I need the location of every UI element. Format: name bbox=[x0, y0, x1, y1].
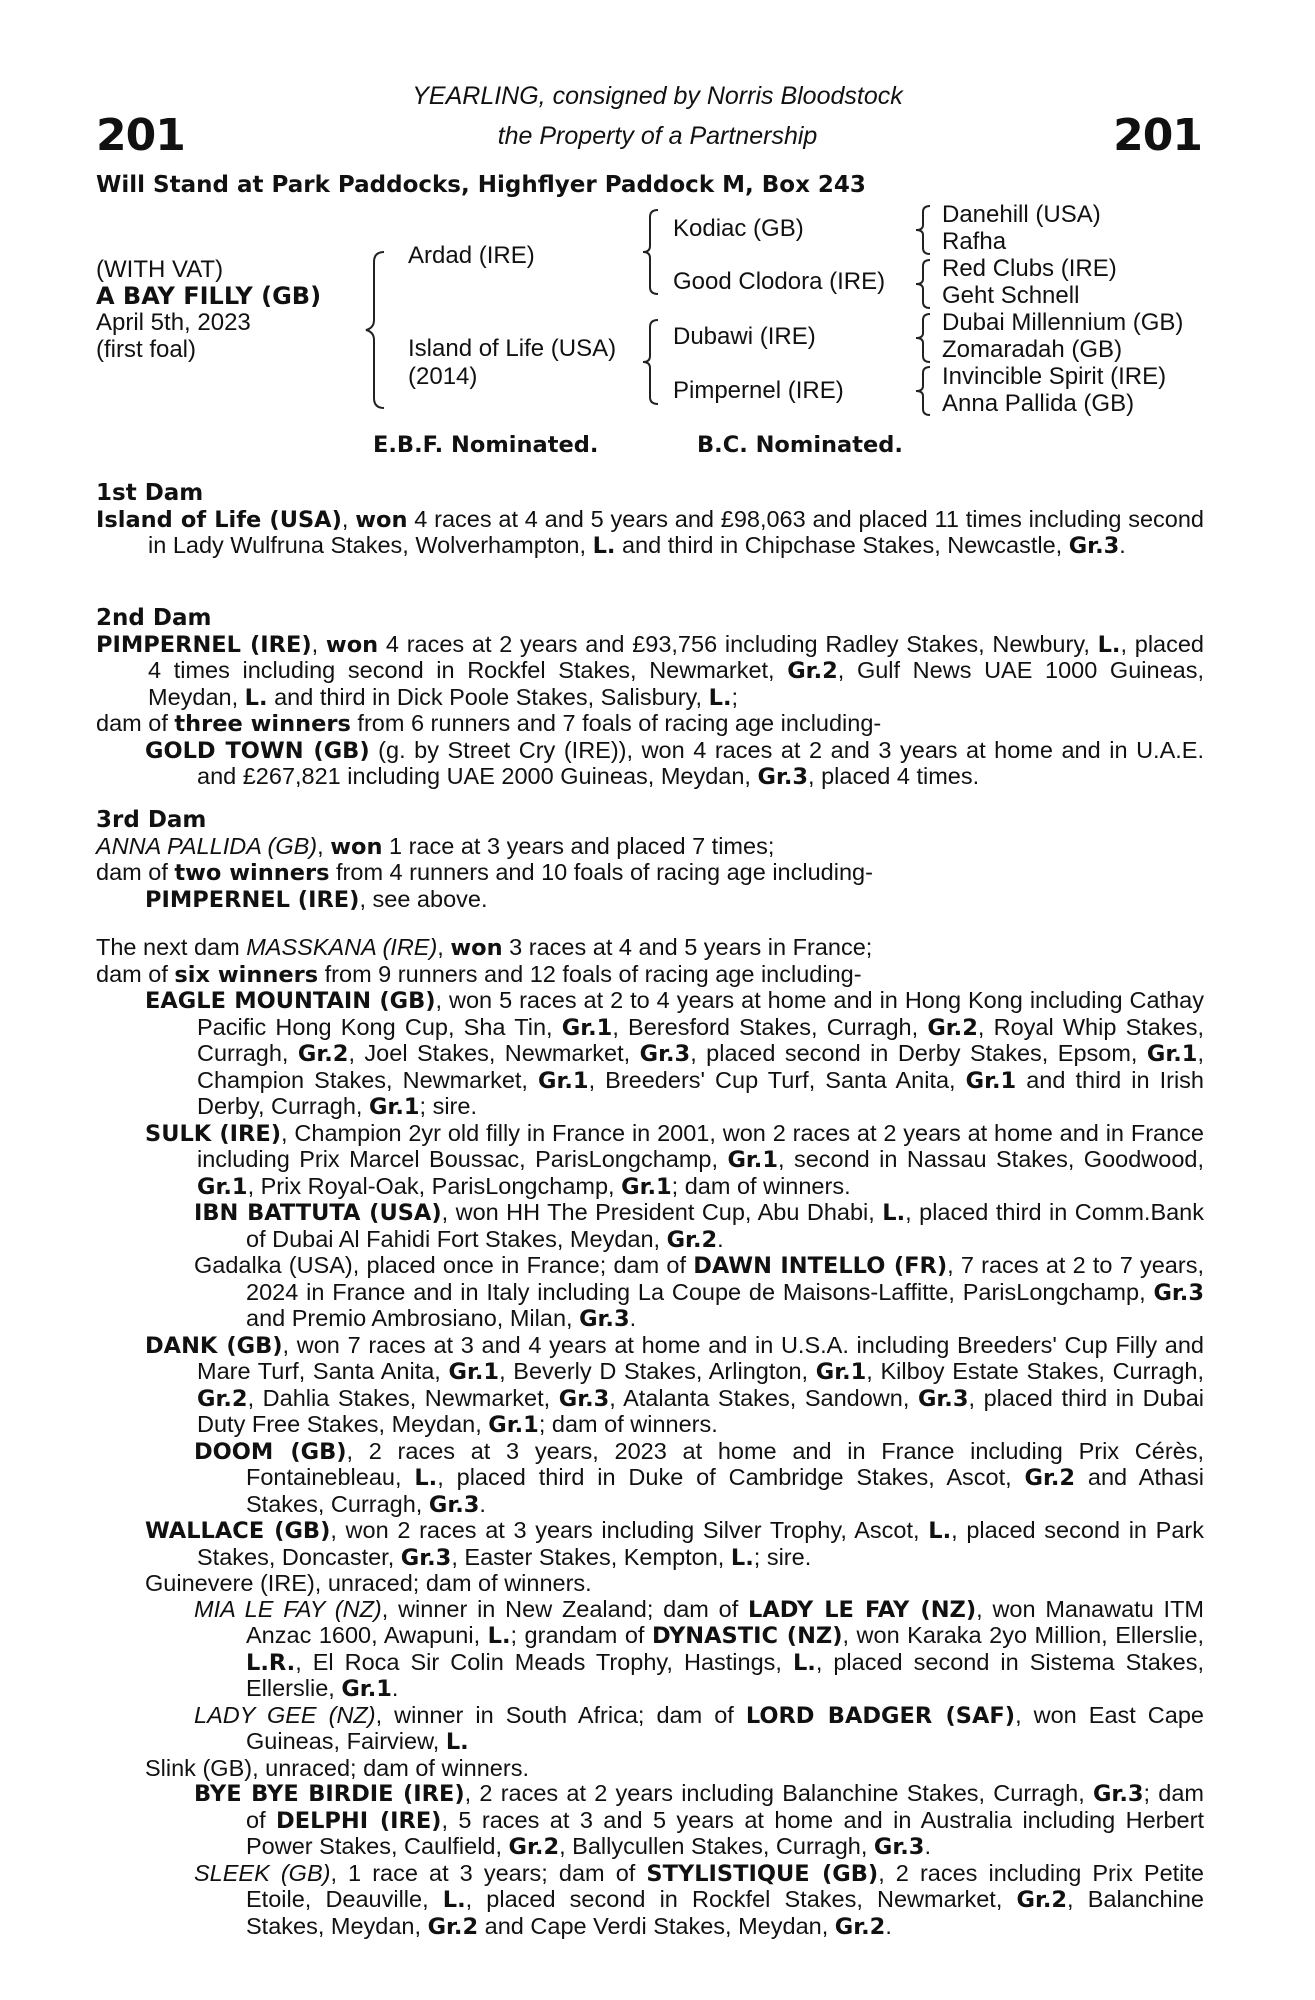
group-tag: Gr.2 bbox=[666, 1226, 718, 1253]
produce-slink bbox=[96, 1756, 1204, 1782]
third-dam-name: ANNA PALLIDA (GB) bbox=[96, 832, 318, 859]
next-dam-paragraph: The next dam MASSKANA (IRE), won 3 races at 4 and 5 years in France; bbox=[96, 934, 873, 961]
group-tag: Gr.3 bbox=[558, 1385, 610, 1412]
text: 1 race at 3 years and placed 7 times; bbox=[382, 832, 775, 859]
second-dam-name: PIMPERNEL (IRE) bbox=[96, 631, 312, 658]
listed-tag: L. bbox=[414, 1465, 438, 1491]
text: . bbox=[479, 1490, 486, 1517]
sire-name: Ardad (IRE) bbox=[408, 242, 535, 269]
horse-name: DAWN INTELLO (FR) bbox=[693, 1253, 948, 1279]
bc-nominated: B.C. Nominated. bbox=[697, 432, 903, 458]
text: (g. by Street Cry (IRE)), won 4 races at 2 and 3 years at home and in U.A.E. and £267,821 including UAE 2000 Guineas, Meydan, bbox=[197, 736, 1204, 789]
text: , Champion 2yr old filly in France in 2001, won 2 races at 2 years at home and in France including Prix Marcel Boussac, ParisLongchamp, bbox=[197, 1119, 1204, 1172]
text: , Royal Whip Stakes, Curragh, bbox=[197, 1013, 1204, 1066]
listed-tag: L. bbox=[882, 1200, 906, 1226]
text: 4 races at 2 years and £93,756 including Radley Stakes, Newbury, bbox=[378, 630, 1098, 657]
horse-name: STYLISTIQUE (GB) bbox=[646, 1860, 879, 1887]
sire-sire: Kodiac (GB) bbox=[673, 215, 804, 242]
group-tag: Gr.3 bbox=[639, 1041, 691, 1067]
text: , Ballycullen Stakes, Curragh, bbox=[559, 1833, 874, 1859]
group-tag: Gr.2 bbox=[197, 1385, 248, 1412]
horse-name: MIA LE FAY (NZ) bbox=[194, 1595, 382, 1622]
group-tag: Gr.3 bbox=[757, 764, 809, 790]
produce-guinevere bbox=[96, 1571, 1204, 1597]
text: , Dahlia Stakes, Newmarket, bbox=[247, 1384, 559, 1411]
horse-name: EAGLE MOUNTAIN (GB) bbox=[145, 988, 436, 1014]
text: , Beverly D Stakes, Arlington, bbox=[499, 1358, 816, 1384]
text: from 6 runners and 7 foals of racing age including- bbox=[350, 710, 882, 736]
group-tag: Gr.1 bbox=[197, 1173, 248, 1200]
horse-name: IBN BATTUTA (USA) bbox=[194, 1200, 442, 1226]
horse-name: DOOM (GB) bbox=[194, 1438, 347, 1465]
second-dam-paragraph: PIMPERNEL (IRE), won 4 races at 2 years and £93,756 including Radley Stakes, Newbury, L., placed 4 times including second in Rockfel Stakes, Newmarket, Gr.2, Gulf News UAE 1000 Guineas, Meydan, L. and third in Dick Poole Stakes, Salisbury, L.; bbox=[96, 630, 1204, 711]
text: dam of bbox=[96, 960, 175, 987]
dam-dam: Pimpernel (IRE) bbox=[673, 377, 844, 404]
produce-wallace bbox=[96, 1518, 1204, 1571]
text: , won Manawatu ITM Anzac 1600, Awapuni, bbox=[246, 1595, 1204, 1648]
text: , won 2 races at 3 years including Silver Trophy, Ascot, bbox=[330, 1517, 929, 1543]
group-tag: Gr.1 bbox=[561, 1014, 613, 1041]
consignor-line: YEARLING, consigned by Norris Bloodstock bbox=[412, 82, 903, 110]
stand-location: Will Stand at Park Paddocks, Highflyer Paddock M, Box 243 bbox=[96, 172, 866, 198]
text: from 4 runners and 10 foals of racing age including- bbox=[329, 859, 873, 885]
sd-sire: Red Clubs (IRE) bbox=[942, 255, 1117, 282]
text: 4 races at 4 and 5 years and £98,063 and placed 11 times including second in Lady Wulfruna Stakes, Wolverhampton, bbox=[148, 505, 1204, 558]
first-dam-heading: 1st Dam bbox=[96, 480, 204, 506]
group-tag: Gr.2 bbox=[508, 1834, 560, 1860]
text: . bbox=[717, 1225, 724, 1252]
text: Guinevere (IRE), unraced; dam of winners. bbox=[145, 1570, 592, 1596]
listed-tag: L. bbox=[592, 533, 616, 559]
group-tag: Gr.1 bbox=[448, 1359, 500, 1385]
produce-mia-le-fay bbox=[96, 1597, 1204, 1703]
third-dam-heading: 3rd Dam bbox=[96, 807, 207, 833]
text: , Atalanta Stakes, Sandown, bbox=[609, 1384, 918, 1411]
text: ; sire. bbox=[753, 1543, 812, 1570]
listed-tag: L. bbox=[730, 1544, 754, 1571]
horse-name: LORD BADGER (SAF) bbox=[745, 1702, 1016, 1729]
text: , placed second in Rockfel Stakes, Newmarket, bbox=[465, 1886, 1017, 1912]
sd-dam: Geht Schnell bbox=[942, 282, 1080, 309]
listed-tag: L. bbox=[445, 1729, 469, 1755]
dam-year: (2014) bbox=[408, 363, 478, 390]
listed-tag: L. bbox=[1097, 631, 1121, 658]
won-label: won bbox=[450, 935, 503, 961]
dam-sire: Dubawi (IRE) bbox=[673, 323, 816, 350]
pedigree-brace-sire bbox=[640, 208, 662, 296]
produce-ibn-battuta bbox=[96, 1200, 1204, 1253]
text: ; dam of winners. bbox=[671, 1172, 851, 1199]
lot-number-left: 201 bbox=[96, 110, 185, 161]
text: , Breeders' Cup Turf, Santa Anita, bbox=[588, 1066, 966, 1093]
horse-name: DYNASTIC (NZ) bbox=[651, 1623, 843, 1649]
winners-count: three winners bbox=[174, 711, 351, 737]
text: . bbox=[885, 1912, 892, 1939]
first-dam-name: Island of Life (USA) bbox=[96, 506, 342, 533]
text: , 2 races at 3 years, 2023 at home and in France including Prix Cérès, Fontainebleau, bbox=[246, 1437, 1204, 1490]
group-tag: Gr.2 bbox=[1016, 1887, 1068, 1913]
group-tag: Gr.3 bbox=[400, 1544, 452, 1571]
text: , 5 races at 3 and 5 years at home and in Australia including Herbert Power Stakes, Caulfield, bbox=[246, 1806, 1204, 1859]
text: , 7 races at 2 to 7 years, 2024 in France and in Italy including La Coupe de Maisons-Laffitte, ParisLongchamp, bbox=[246, 1252, 1204, 1305]
text: and third in Irish Derby, Curragh, bbox=[197, 1066, 1204, 1119]
produce-doom bbox=[96, 1439, 1204, 1519]
group-tag: Gr.2 bbox=[297, 1041, 349, 1067]
group-tag: Gr.1 bbox=[727, 1147, 778, 1173]
group-tag: Gr.3 bbox=[1153, 1279, 1204, 1306]
text: , Balanchine Stakes, Meydan, bbox=[246, 1886, 1204, 1939]
dd-dam: Anna Pallida (GB) bbox=[942, 390, 1135, 417]
produce-dank bbox=[96, 1333, 1204, 1439]
produce-bye-bye-birdie bbox=[96, 1781, 1204, 1861]
third-dam-section bbox=[96, 808, 1204, 913]
text: , placed second in Park Stakes, Doncaster, bbox=[197, 1517, 1204, 1570]
text: , El Roca Sir Colin Meads Trophy, Hastings, bbox=[295, 1648, 793, 1675]
pedigree-brace-ss bbox=[912, 204, 934, 256]
text: and Cape Verdi Stakes, Meydan, bbox=[478, 1912, 835, 1939]
first-dam-section bbox=[96, 481, 1204, 560]
listed-tag: L.R. bbox=[246, 1649, 296, 1676]
text: The next dam bbox=[96, 934, 247, 960]
produce-eagle-mountain bbox=[96, 988, 1204, 1121]
text: and third in Dick Poole Stakes, Salisbury, bbox=[267, 683, 709, 710]
group-tag: Gr.1 bbox=[965, 1067, 1017, 1094]
produce-gold-town bbox=[96, 738, 1204, 791]
text: , see above. bbox=[359, 885, 488, 912]
dd-sire: Invincible Spirit (IRE) bbox=[942, 363, 1167, 390]
produce-sulk bbox=[96, 1121, 1204, 1201]
winners-count: two winners bbox=[174, 860, 330, 886]
won-label: won bbox=[325, 631, 379, 658]
text: dam of bbox=[96, 859, 175, 885]
text: , won HH The President Cup, Abu Dhabi, bbox=[441, 1199, 883, 1225]
second-dam-produce-summary bbox=[96, 711, 1204, 738]
text: , placed 4 times including second in Rockfel Stakes, Newmarket, bbox=[148, 630, 1204, 683]
produce-lady-gee bbox=[96, 1703, 1204, 1756]
text: , placed third in Dubai Duty Free Stakes, Meydan, bbox=[197, 1384, 1204, 1437]
third-dam-produce-summary bbox=[96, 860, 1204, 887]
horse-name: PIMPERNEL (IRE) bbox=[145, 886, 360, 913]
group-tag: Gr.1 bbox=[368, 1094, 420, 1120]
text: , 1 race at 3 years; dam of bbox=[330, 1859, 647, 1886]
produce-sleek bbox=[96, 1861, 1204, 1941]
text: . bbox=[629, 1305, 637, 1331]
property-line: the Property of a Partnership bbox=[497, 122, 818, 150]
foal-note: (first foal) bbox=[96, 336, 197, 363]
text: , winner in New Zealand; dam of bbox=[381, 1595, 749, 1622]
group-tag: Gr.3 bbox=[1092, 1781, 1144, 1807]
third-dam-paragraph: ANNA PALLIDA (GB), won 1 race at 3 years and placed 7 times; bbox=[96, 832, 775, 860]
text: , Easter Stakes, Kempton, bbox=[451, 1543, 731, 1570]
pedigree-brace-main bbox=[360, 250, 390, 410]
text: . bbox=[1119, 532, 1126, 558]
ebf-nominated: E.B.F. Nominated. bbox=[373, 432, 599, 458]
group-tag: Gr.2 bbox=[787, 658, 838, 684]
text: , winner in South Africa; dam of bbox=[375, 1701, 746, 1728]
text: 3 races at 4 and 5 years in France; bbox=[502, 934, 873, 960]
text: ; dam of winners. bbox=[538, 1411, 718, 1437]
text: , placed second in Derby Stakes, Epsom, bbox=[690, 1040, 1147, 1066]
text: and Premio Ambrosiano, Milan, bbox=[246, 1305, 580, 1331]
text: , won East Cape Guineas, Fairview, bbox=[246, 1701, 1204, 1754]
text: ; bbox=[731, 683, 739, 710]
horse-name: DELPHI (IRE) bbox=[276, 1807, 442, 1834]
next-dam-name: MASSKANA (IRE) bbox=[246, 934, 438, 960]
text: , won 5 races at 2 to 4 years at home and in Hong Kong including Cathay Pacific Hong Kong Cup, Sha Tin, bbox=[197, 987, 1204, 1040]
text: ; grandam of bbox=[510, 1622, 652, 1648]
text: ; sire. bbox=[419, 1093, 477, 1119]
first-dam-paragraph: Island of Life (USA), won 4 races at 4 and 5 years and £98,063 and placed 11 times including second in Lady Wulfruna Stakes, Wolverhampton, L. and third in Chipchase Stakes, Newcastle, Gr.3. bbox=[96, 505, 1204, 559]
listed-tag: L. bbox=[487, 1623, 511, 1649]
text: , placed third in Duke of Cambridge Stakes, Ascot, bbox=[437, 1464, 1025, 1490]
text: , second in Nassau Stakes, Goodwood, bbox=[778, 1146, 1204, 1172]
horse-name: GOLD TOWN (GB) bbox=[145, 737, 370, 764]
produce-pimpernel bbox=[96, 887, 1204, 914]
text: , 2 races at 2 years including Balanchine Stakes, Curragh, bbox=[464, 1780, 1093, 1806]
listed-tag: L. bbox=[244, 684, 268, 711]
text: , Kilboy Estate Stakes, Curragh, bbox=[866, 1358, 1205, 1384]
group-tag: Gr.1 bbox=[1146, 1041, 1198, 1067]
dam-name: Island of Life (USA) bbox=[408, 335, 617, 362]
text: Gadalka (USA), placed once in France; dam of bbox=[194, 1252, 694, 1278]
pedigree-brace-ds bbox=[912, 312, 934, 364]
text: , Champion Stakes, Newmarket, bbox=[197, 1040, 1204, 1093]
horse-name: BYE BYE BIRDIE (IRE) bbox=[194, 1781, 465, 1807]
group-tag: Gr.2 bbox=[927, 1014, 978, 1041]
ss-sire: Danehill (USA) bbox=[942, 201, 1101, 228]
group-tag: Gr.2 bbox=[427, 1913, 479, 1940]
group-tag: Gr.2 bbox=[1024, 1465, 1076, 1491]
horse-name: A BAY FILLY (GB) bbox=[96, 282, 322, 310]
group-tag: Gr.3 bbox=[579, 1306, 630, 1332]
winners-count: six winners bbox=[174, 961, 319, 988]
horse-name: WALLACE (GB) bbox=[145, 1518, 331, 1544]
listed-tag: L. bbox=[708, 684, 732, 711]
text: from 9 runners and 12 foals of racing age including- bbox=[318, 960, 862, 987]
text: dam of bbox=[96, 710, 175, 736]
vat-note: (WITH VAT) bbox=[96, 256, 224, 283]
next-dam-section bbox=[96, 935, 1204, 1940]
lot-number-right: 201 bbox=[1113, 110, 1202, 161]
text: , Beresford Stakes, Curragh, bbox=[612, 1013, 928, 1040]
text: Slink (GB), unraced; dam of winners. bbox=[145, 1754, 529, 1781]
listed-tag: L. bbox=[792, 1649, 816, 1676]
listed-tag: L. bbox=[928, 1518, 952, 1544]
text: , won 7 races at 3 and 4 years at home and in U.S.A. including Breeders' Cup Filly and Mare Turf, Santa Anita, bbox=[197, 1331, 1205, 1384]
group-tag: Gr.1 bbox=[341, 1676, 392, 1702]
horse-name: LADY LE FAY (NZ) bbox=[748, 1596, 977, 1623]
group-tag: Gr.3 bbox=[428, 1491, 480, 1518]
sire-dam: Good Clodora (IRE) bbox=[673, 268, 886, 295]
group-tag: Gr.1 bbox=[538, 1067, 589, 1094]
group-tag: Gr.3 bbox=[917, 1385, 969, 1412]
group-tag: Gr.2 bbox=[834, 1913, 886, 1940]
group-tag: Gr.3 bbox=[873, 1834, 925, 1860]
next-dam-produce-summary bbox=[96, 962, 1204, 989]
won-label: won bbox=[330, 833, 383, 860]
text: , placed third in Comm.Bank of Dubai Al Fahidi Fort Stakes, Meydan, bbox=[246, 1199, 1205, 1252]
text: ; dam of bbox=[246, 1780, 1205, 1833]
text: , 2 races including Prix Petite Etoile, Deauville, bbox=[246, 1859, 1204, 1912]
horse-name: SULK (IRE) bbox=[145, 1120, 282, 1147]
text: and Athasi Stakes, Curragh, bbox=[246, 1464, 1204, 1517]
text: , Gulf News UAE 1000 Guineas, Meydan, bbox=[148, 657, 1204, 710]
second-dam-section bbox=[96, 606, 1204, 791]
pedigree-brace-dd bbox=[912, 365, 934, 417]
text: . bbox=[924, 1833, 931, 1859]
group-tag: Gr.1 bbox=[488, 1412, 539, 1438]
ds-dam: Zomaradah (GB) bbox=[942, 336, 1123, 363]
horse-name: LADY GEE (NZ) bbox=[194, 1701, 376, 1728]
pedigree-brace-sd bbox=[912, 258, 934, 310]
text: , Joel Stakes, Newmarket, bbox=[348, 1040, 640, 1066]
group-tag: Gr.1 bbox=[815, 1359, 867, 1385]
text: , Prix Royal-Oak, ParisLongchamp, bbox=[247, 1172, 622, 1199]
horse-name: SLEEK (GB) bbox=[194, 1859, 331, 1886]
ds-sire: Dubai Millennium (GB) bbox=[942, 309, 1184, 336]
pedigree-brace-dam bbox=[640, 318, 662, 406]
group-tag: Gr.1 bbox=[621, 1173, 672, 1200]
listed-tag: L. bbox=[442, 1887, 466, 1913]
text: , placed second in Sistema Stakes, Ellerslie, bbox=[246, 1648, 1204, 1701]
group-tag: Gr.3 bbox=[1068, 533, 1120, 559]
text: , placed 4 times. bbox=[808, 763, 980, 789]
second-dam-heading: 2nd Dam bbox=[96, 605, 212, 631]
ss-dam: Rafha bbox=[942, 228, 1007, 255]
text: , won Karaka 2yo Million, Ellerslie, bbox=[842, 1622, 1204, 1648]
horse-name: DANK (GB) bbox=[145, 1332, 283, 1359]
won-label: won bbox=[355, 506, 408, 533]
foaling-date: April 5th, 2023 bbox=[96, 309, 251, 336]
text: and third in Chipchase Stakes, Newcastle, bbox=[615, 532, 1069, 558]
produce-gadalka bbox=[96, 1253, 1204, 1333]
text: . bbox=[391, 1675, 399, 1701]
